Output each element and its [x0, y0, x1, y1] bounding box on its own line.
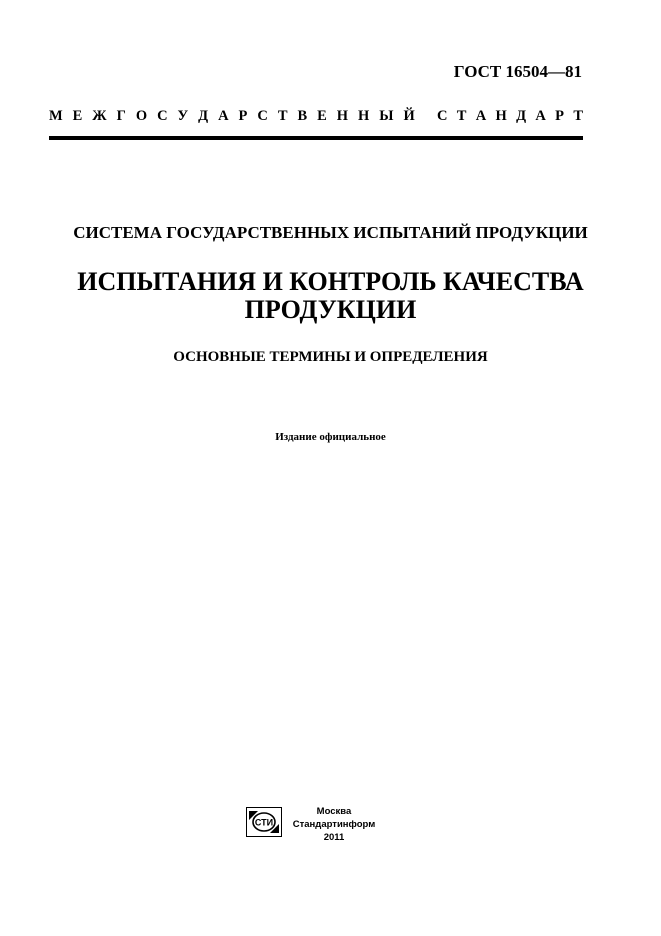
- category-letter: Е: [317, 108, 327, 124]
- category-letter: В: [297, 108, 308, 124]
- category-letter: С: [437, 108, 448, 124]
- category-letter: А: [218, 108, 229, 124]
- category-letter: Н: [336, 108, 349, 124]
- category-letter: С: [257, 108, 268, 124]
- category-letter: Т: [573, 108, 583, 124]
- category-letter: А: [475, 108, 487, 124]
- category-letter: Р: [238, 108, 248, 124]
- standard-category: [49, 106, 583, 126]
- category-letter: Ж: [92, 108, 107, 124]
- publisher-block: [292, 805, 376, 844]
- category-word-standard: [437, 106, 583, 126]
- category-letter: Н: [358, 108, 370, 124]
- category-letter: Р: [555, 108, 565, 124]
- category-letter: Д: [516, 108, 527, 124]
- category-letter: Д: [198, 108, 209, 124]
- category-letter: Т: [456, 108, 467, 124]
- edition-note: Издание официальное: [275, 431, 386, 443]
- publisher-city: Москва: [316, 806, 352, 817]
- standartinform-logo-icon: [246, 807, 282, 837]
- category-letter: Т: [277, 108, 288, 124]
- category-letter: У: [177, 108, 189, 124]
- category-letter: Е: [72, 108, 83, 124]
- category-letter: Ы: [379, 108, 394, 124]
- system-title: СИСТЕМА ГОСУДАРСТВЕННЫХ ИСПЫТАНИЙ ПРОДУКЦИИ: [73, 223, 588, 242]
- publisher-year: 2011: [323, 832, 345, 843]
- category-letter: А: [535, 108, 546, 124]
- svg-text:СТИ: СТИ: [254, 817, 274, 828]
- category-letter: Н: [495, 108, 507, 124]
- main-title-line-1: ИСПЫТАНИЯ И КОНТРОЛЬ КАЧЕСТВА: [77, 267, 584, 296]
- subtitle: ОСНОВНЫЕ ТЕРМИНЫ И ОПРЕДЕЛЕНИЯ: [173, 349, 488, 365]
- header-rule: [49, 136, 583, 140]
- main-title: [0, 268, 661, 324]
- category-letter: О: [135, 108, 148, 124]
- main-title-line-2: ПРОДУКЦИИ: [244, 295, 417, 324]
- category-word-interstate: [49, 106, 415, 126]
- logo-graphic: [246, 807, 282, 837]
- category-letter: М: [49, 108, 63, 124]
- category-letter: Г: [116, 108, 126, 124]
- category-letter: С: [157, 108, 168, 124]
- publisher-name: Стандартинформ: [292, 819, 376, 830]
- document-number: ГОСТ 16504—81: [453, 62, 582, 81]
- category-letter: Й: [403, 108, 415, 124]
